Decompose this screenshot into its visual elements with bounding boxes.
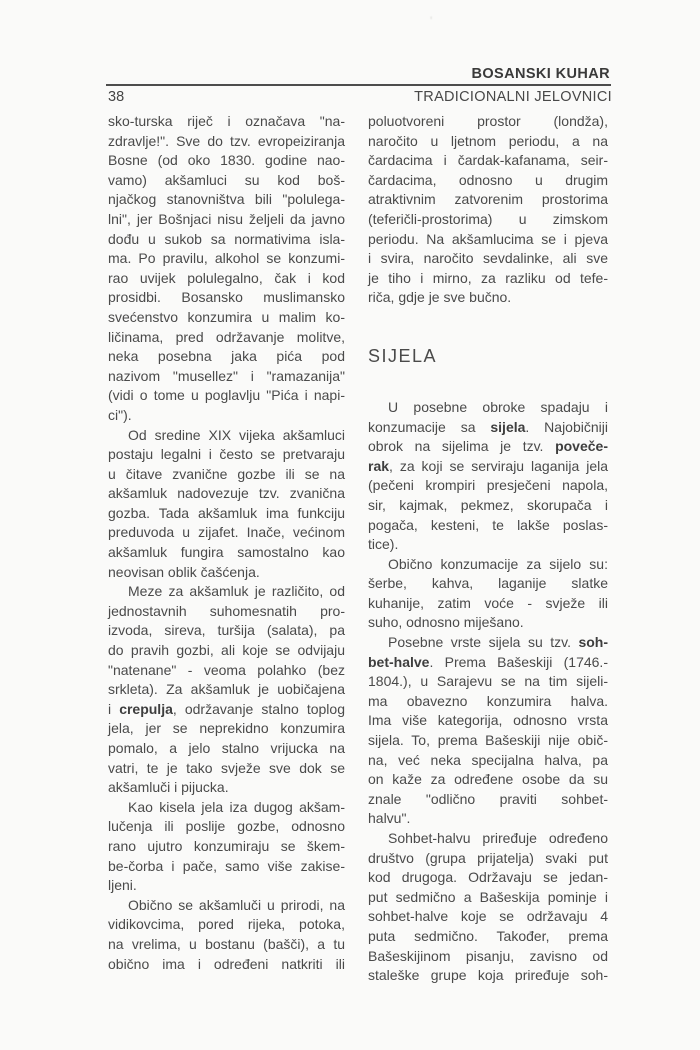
text-line — [108, 249, 345, 269]
text-segment: jela, jer se neprekidno konzumira — [108, 720, 345, 737]
text-line — [108, 406, 345, 426]
text-line — [108, 269, 345, 289]
text-segment: Ima više kategorija, odnosno vrsta — [368, 712, 608, 729]
text-segment: Obično konzumacije za sijelo su: — [388, 555, 608, 572]
text-line — [108, 680, 345, 700]
text-line — [108, 955, 345, 975]
text-line — [108, 151, 345, 171]
text-segment: vamo) akšamluci su kod boš- — [108, 171, 345, 188]
text-line — [108, 876, 345, 896]
text-line — [108, 504, 345, 524]
text-line — [108, 778, 345, 798]
text-segment: sijela. To, prema Bašeskiji nije obič- — [368, 732, 608, 749]
text-segment: "natenane" - veoma polahko (bez — [108, 661, 345, 678]
text-line — [368, 751, 608, 771]
scan-smudge: ' — [430, 14, 433, 28]
paragraph — [108, 426, 345, 583]
text-line — [368, 437, 608, 457]
text-line — [368, 112, 608, 132]
bold-term: crepulja — [119, 700, 173, 717]
text-segment: ljeni. — [108, 877, 137, 894]
text-segment: znale "odlično praviti sohbet- — [368, 790, 608, 807]
text-segment: prosidbi. Bosansko muslimansko — [108, 289, 345, 306]
text-segment: gozba. Tada akšamluk ima funkciju — [108, 504, 345, 521]
text-segment: Sohbet-halvu priređuje određeno — [388, 830, 608, 846]
text-segment: čardacima, odnosno u drugim — [368, 171, 608, 188]
text-line — [108, 739, 345, 759]
header-rule — [106, 84, 611, 86]
text-segment: dođu u sukob sa normativima isla- — [108, 230, 345, 247]
text-segment: jednostavnih suhomesnatih pro- — [108, 602, 345, 619]
text-segment: postaju legalni i često se pretvaraju — [108, 446, 345, 463]
text-line — [108, 700, 345, 720]
text-line — [108, 661, 345, 681]
text-segment: konzumacije sa — [368, 418, 491, 435]
paragraph — [108, 896, 345, 974]
text-segment: kuhanije, zatim voće - svježe ili — [368, 594, 608, 611]
text-segment: u čitave zvanične gozbe ili se na — [108, 465, 345, 482]
text-segment: put sedmično a Bašeskija pominje i — [368, 888, 608, 905]
text-line — [368, 947, 608, 967]
text-line — [108, 719, 345, 739]
text-line — [368, 190, 608, 210]
section-title: TRADICIONALNI JELOVNICI — [414, 89, 612, 105]
text-segment: svećenstvo konzumira u malim ko- — [108, 308, 345, 325]
text-segment: na, već neka specijalna halva, pa — [368, 751, 608, 768]
text-segment: periodu. Na akšamlucima se i pjeva — [368, 230, 608, 247]
text-line — [108, 328, 345, 348]
text-segment: ličinama, pred održavanje molitve, — [108, 328, 345, 345]
text-line — [368, 770, 608, 790]
text-line — [368, 809, 608, 829]
text-segment: be-čorba i pače, samo više zakise- — [108, 857, 345, 874]
text-line — [368, 829, 608, 849]
text-segment: suho, odnosno miješano. — [368, 614, 524, 631]
text-line — [108, 171, 345, 191]
text-segment: lučenja ili poslije gozbe, odnosno — [108, 818, 345, 835]
text-line — [368, 849, 608, 869]
text-segment: srkleta). Za akšamluk je uobičajena — [108, 681, 345, 698]
text-line — [368, 132, 608, 152]
paragraph — [108, 798, 345, 896]
text-segment: lni", jer Bošnjaci nisu željeli da javno — [108, 210, 345, 227]
text-line — [368, 907, 608, 927]
text-segment: je tiho i mirno, za razliku od tefe- — [368, 269, 608, 286]
text-line — [108, 112, 345, 132]
text-segment: akšamluk nadovezuje tzv. zvanična — [108, 485, 345, 502]
text-segment: ci"). — [108, 406, 132, 423]
text-segment: ma obavezno konzumira halva. — [368, 692, 608, 709]
text-segment: akšamluči i pijucka. — [108, 779, 229, 796]
text-line — [108, 288, 345, 308]
book-title: BOSANSKI KUHAR — [471, 66, 610, 82]
text-segment: riča, gdje je sve bučno. — [368, 289, 512, 306]
text-line — [108, 602, 345, 622]
text-line — [368, 535, 608, 555]
text-line — [108, 798, 345, 818]
text-segment: staleške grupe koja priređuje soh- — [368, 967, 608, 984]
text-segment: i svira, naročito sevdalinke, ali sve — [368, 250, 608, 267]
text-segment: (vidi o tome u poglavlju "Pića i napi- — [108, 387, 345, 404]
text-segment: izvoda, sireva, turšija (salata), pa — [108, 622, 345, 639]
text-segment: zdravlje!". Sve do tzv. evropeiziranja — [108, 132, 345, 149]
text-segment: na vrelima, u bostanu (bašči), a tu — [108, 935, 345, 952]
bold-term: rak — [368, 457, 390, 474]
text-segment: Bosne (od oko 1830. godine nao- — [108, 152, 345, 169]
text-line — [108, 484, 345, 504]
text-line — [108, 817, 345, 837]
text-segment: U posebne obroke spadaju i — [388, 398, 608, 415]
paragraph — [368, 555, 608, 633]
text-segment: kod drugoga. Održavaju se jedan- — [368, 869, 608, 886]
text-line — [368, 927, 608, 947]
text-segment: pomalo, a jelo stalno vrijucka na — [108, 740, 345, 756]
text-line — [108, 523, 345, 543]
text-line — [108, 445, 345, 465]
text-line — [368, 171, 608, 191]
text-line — [108, 230, 345, 250]
text-line — [368, 418, 608, 438]
text-segment: i — [108, 700, 120, 717]
text-line — [368, 790, 608, 810]
text-segment: naročito u ljetnom periodu, a na — [368, 132, 608, 149]
text-segment: . Najobičniji — [525, 418, 608, 435]
text-segment: 1804.), u Sarajevu se na tim sijeli- — [368, 673, 608, 690]
text-line — [108, 935, 345, 955]
text-line — [368, 555, 608, 575]
text-segment: akšamluk fungira samostalno kao — [108, 544, 345, 561]
text-segment: obično ima i određeni natkriti ili — [108, 955, 345, 972]
text-segment: nazivom "musellez" i "ramazanija" — [108, 367, 345, 384]
text-segment: Kao kisela jela iza dugog akšam- — [128, 798, 345, 815]
paragraph — [368, 112, 608, 308]
text-line — [368, 594, 608, 614]
text-segment: , održavanje stalno toplog — [172, 700, 345, 717]
text-line — [368, 692, 608, 712]
text-segment: tice). — [368, 536, 399, 553]
text-segment: puta sedmično. Također, prema — [368, 927, 608, 944]
right-column — [368, 112, 608, 986]
text-line — [108, 543, 345, 563]
text-segment: neka posebna jaka pića pod — [108, 348, 345, 365]
text-segment: sohbet-halve koje se održavaju 4 — [368, 908, 608, 925]
text-line — [368, 496, 608, 516]
text-segment: sko-turska riječ i označava "na- — [108, 113, 345, 129]
text-segment: on kaže za određene osobe da su — [368, 771, 608, 788]
text-line — [368, 151, 608, 171]
text-line — [108, 621, 345, 641]
text-segment: pogača, kesteni, te lakše poslas- — [368, 516, 608, 533]
text-line — [108, 308, 345, 328]
text-segment: neovisan oblik čašćenja. — [108, 563, 260, 580]
text-line — [368, 249, 608, 269]
text-segment: vatri, te je tako svježe sve dok se — [108, 759, 345, 776]
paragraph — [108, 112, 345, 426]
text-line — [368, 398, 608, 418]
text-line — [368, 731, 608, 751]
text-line — [108, 641, 345, 661]
text-segment: Posebne vrste sijela su tzv. — [388, 634, 579, 651]
text-line — [368, 613, 608, 633]
paragraph — [368, 398, 608, 555]
text-line — [368, 868, 608, 888]
text-line — [108, 426, 345, 446]
text-line — [368, 574, 608, 594]
text-segment: vidikovcima, pored rijeka, potoka, — [108, 916, 345, 933]
bold-term: bet-halve — [368, 653, 430, 670]
text-segment: do pravih gozbi, ali koje se odvijaju — [108, 642, 345, 659]
text-segment: šerbe, kahva, laganije slatke — [368, 575, 608, 592]
text-segment: , za koji se serviraju laganija jela — [389, 457, 608, 474]
text-line — [368, 457, 608, 477]
page-number: 38 — [108, 89, 125, 105]
text-segment: poluotvoreni prostor (londža), — [368, 113, 608, 129]
text-line — [108, 563, 345, 583]
text-line — [108, 347, 345, 367]
text-segment: Obično se akšamluči u prirodi, na — [128, 896, 345, 913]
text-line — [108, 759, 345, 779]
section-heading: SIJELA — [368, 345, 438, 366]
text-line — [108, 896, 345, 916]
text-segment: društvo (grupa prijatelja) svaki put — [368, 849, 608, 866]
text-line — [368, 672, 608, 692]
text-line — [368, 269, 608, 289]
text-line — [368, 633, 608, 653]
text-line — [108, 915, 345, 935]
bold-term: sijela — [490, 418, 526, 435]
text-line — [108, 210, 345, 230]
text-line — [368, 210, 608, 230]
text-line — [108, 465, 345, 485]
text-line — [368, 653, 608, 673]
text-segment: atraktivnim zatvorenim prostorima — [368, 191, 608, 208]
text-segment: Od sredine XIX vijeka akšamluci — [128, 426, 345, 443]
text-segment: . Prema Bašeskiji (1746.- — [429, 653, 608, 670]
text-line — [108, 582, 345, 602]
bold-term: poveče- — [555, 438, 608, 455]
text-segment: preduvoda u zijafet. Inače, većinom — [108, 524, 345, 541]
text-line — [368, 711, 608, 731]
text-line — [368, 288, 608, 308]
text-segment: Meze za akšamluk je različito, od — [128, 583, 345, 600]
text-segment: čardacima i čardak-kafanama, seir- — [368, 152, 608, 169]
text-segment: rao uvijek polulegalno, čak i kod — [108, 269, 345, 286]
text-line — [368, 230, 608, 250]
text-line — [108, 857, 345, 877]
bold-term: soh- — [578, 634, 608, 651]
text-line — [368, 888, 608, 908]
text-segment: sir, kajmak, pekmez, skorupača i — [368, 496, 608, 513]
text-line — [368, 966, 608, 986]
text-line — [108, 386, 345, 406]
text-segment: obrok na sijelima je tzv. — [368, 438, 556, 455]
paragraph — [368, 829, 608, 986]
text-line — [368, 476, 608, 496]
text-segment: (teferičli-prostorima) u zimskom — [368, 210, 608, 227]
text-line — [108, 132, 345, 152]
text-line — [368, 516, 608, 536]
text-segment: halvu". — [368, 810, 411, 827]
text-segment: ma. Po pravilu, alkohol se konzumi- — [108, 250, 345, 267]
text-segment: Bašeskijinom pisanju, zavisno od — [368, 947, 608, 964]
text-line — [108, 837, 345, 857]
paragraph — [108, 582, 345, 798]
left-column — [108, 112, 345, 974]
text-line — [108, 367, 345, 387]
text-segment: njačkog stanovništva bili "polulega- — [108, 191, 345, 208]
text-segment: (pečeni krompiri presječeni napola, — [368, 477, 608, 494]
text-segment: rano ujutro konzumiraju se škem- — [108, 837, 345, 854]
text-line — [108, 190, 345, 210]
paragraph — [368, 633, 608, 829]
